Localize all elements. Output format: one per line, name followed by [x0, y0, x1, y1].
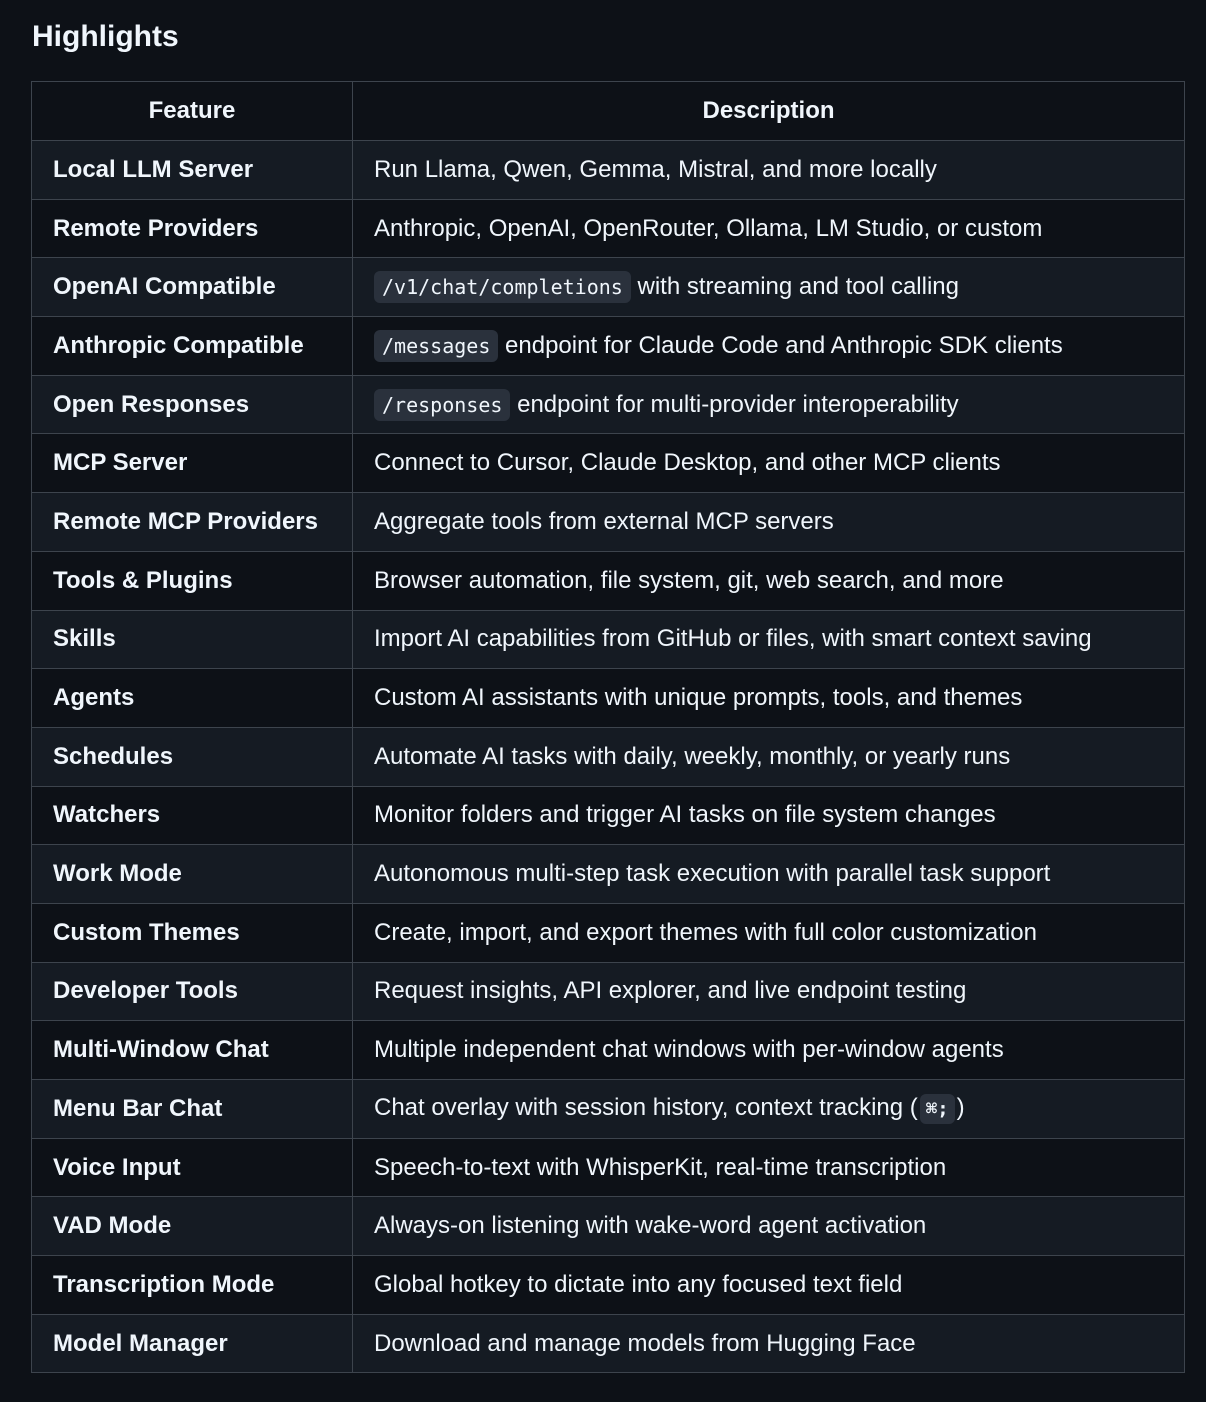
table-row	[32, 727, 1185, 786]
feature-name-cell: MCP Server	[32, 434, 353, 493]
description-text: Custom AI assistants with unique prompts, tools, and themes	[374, 684, 1023, 712]
description-text: Chat overlay with session history, context tracking (	[374, 1094, 918, 1122]
description-text: Connect to Cursor, Claude Desktop, and other MCP clients	[374, 449, 1001, 477]
description-text: endpoint for multi-provider interoperability	[510, 390, 959, 418]
feature-description-cell	[353, 1314, 1185, 1373]
feature-description-cell	[353, 493, 1185, 552]
feature-name-cell: Developer Tools	[32, 962, 353, 1021]
description-text: Speech-to-text with WhisperKit, real-time transcription	[374, 1153, 947, 1181]
feature-name-cell: Anthropic Compatible	[32, 317, 353, 376]
description-text: Browser automation, file system, git, web search, and more	[374, 566, 1004, 594]
feature-description-cell	[353, 1197, 1185, 1256]
feature-description-cell	[353, 845, 1185, 904]
feature-name-cell: OpenAI Compatible	[32, 258, 353, 317]
description-text: Always-on listening with wake-word agent activation	[374, 1212, 927, 1240]
table-row	[32, 962, 1185, 1021]
description-text: Download and manage models from Hugging Face	[374, 1329, 916, 1357]
table-row	[32, 1080, 1185, 1139]
feature-description-cell	[353, 962, 1185, 1021]
feature-name-cell: Local LLM Server	[32, 141, 353, 200]
feature-name-cell: Watchers	[32, 786, 353, 845]
feature-description-cell	[353, 258, 1185, 317]
feature-description-cell	[353, 317, 1185, 376]
table-row	[32, 141, 1185, 200]
description-text: Run Llama, Qwen, Gemma, Mistral, and more locally	[374, 155, 937, 183]
table-row	[32, 317, 1185, 376]
description-text: Request insights, API explorer, and live endpoint testing	[374, 977, 967, 1005]
feature-name-cell: Custom Themes	[32, 903, 353, 962]
feature-description-cell	[353, 551, 1185, 610]
description-text: Create, import, and export themes with full color customization	[374, 918, 1037, 946]
feature-name-cell: Work Mode	[32, 845, 353, 904]
feature-description-cell	[353, 375, 1185, 434]
feature-name-cell: Skills	[32, 610, 353, 669]
feature-description-cell	[353, 1021, 1185, 1080]
description-text: endpoint for Claude Code and Anthropic SDK clients	[498, 331, 1063, 359]
description-text: with streaming and tool calling	[630, 273, 959, 301]
table-row	[32, 845, 1185, 904]
table-row	[32, 903, 1185, 962]
feature-name-cell: Model Manager	[32, 1314, 353, 1373]
feature-name-cell: Agents	[32, 669, 353, 728]
description-text: Aggregate tools from external MCP servers	[374, 507, 834, 535]
feature-description-cell	[353, 669, 1185, 728]
table-header-row	[32, 82, 1185, 141]
endpoint-code: /responses	[374, 389, 510, 421]
table-row	[32, 375, 1185, 434]
feature-name-cell: VAD Mode	[32, 1197, 353, 1256]
description-text: Multiple independent chat windows with per-window agents	[374, 1036, 1004, 1064]
table-body	[32, 141, 1185, 1373]
column-header-description: Description	[353, 82, 1185, 141]
endpoint-code: /v1/chat/completions	[374, 271, 631, 303]
feature-description-cell	[353, 199, 1185, 258]
table-row	[32, 199, 1185, 258]
table-row	[32, 786, 1185, 845]
table-row	[32, 434, 1185, 493]
description-text-after: )	[956, 1094, 965, 1122]
table-row	[32, 1021, 1185, 1080]
feature-name-cell: Voice Input	[32, 1138, 353, 1197]
table-row	[32, 610, 1185, 669]
feature-description-cell	[353, 610, 1185, 669]
feature-name-cell: Multi-Window Chat	[32, 1021, 353, 1080]
description-text: Autonomous multi-step task execution with parallel task support	[374, 860, 1051, 888]
feature-name-cell: Open Responses	[32, 375, 353, 434]
feature-description-cell	[353, 1256, 1185, 1315]
table-row	[32, 1197, 1185, 1256]
feature-description-cell	[353, 141, 1185, 200]
description-text: Automate AI tasks with daily, weekly, monthly, or yearly runs	[374, 742, 1011, 770]
shortcut-kbd: ⌘;	[920, 1094, 955, 1124]
feature-description-cell	[353, 1080, 1185, 1139]
feature-name-cell: Menu Bar Chat	[32, 1080, 353, 1139]
description-text: Import AI capabilities from GitHub or files, with smart context saving	[374, 625, 1092, 653]
feature-name-cell: Remote Providers	[32, 199, 353, 258]
feature-description-cell	[353, 727, 1185, 786]
feature-name-cell: Tools & Plugins	[32, 551, 353, 610]
description-text: Global hotkey to dictate into any focused text field	[374, 1270, 903, 1298]
endpoint-code: /messages	[374, 330, 498, 362]
feature-name-cell: Schedules	[32, 727, 353, 786]
features-table	[31, 81, 1185, 1373]
feature-description-cell	[353, 1138, 1185, 1197]
table-row	[32, 551, 1185, 610]
table-row	[32, 1256, 1185, 1315]
feature-name-cell: Transcription Mode	[32, 1256, 353, 1315]
table-row	[32, 258, 1185, 317]
feature-description-cell	[353, 434, 1185, 493]
table-row	[32, 493, 1185, 552]
feature-description-cell	[353, 786, 1185, 845]
table-row	[32, 1138, 1185, 1197]
feature-name-cell: Remote MCP Providers	[32, 493, 353, 552]
description-text: Anthropic, OpenAI, OpenRouter, Ollama, LM Studio, or custom	[374, 214, 1043, 242]
section-heading: Highlights	[32, 20, 179, 53]
table-row	[32, 669, 1185, 728]
table-row	[32, 1314, 1185, 1373]
feature-description-cell	[353, 903, 1185, 962]
column-header-feature: Feature	[32, 82, 353, 141]
description-text: Monitor folders and trigger AI tasks on file system changes	[374, 801, 996, 829]
